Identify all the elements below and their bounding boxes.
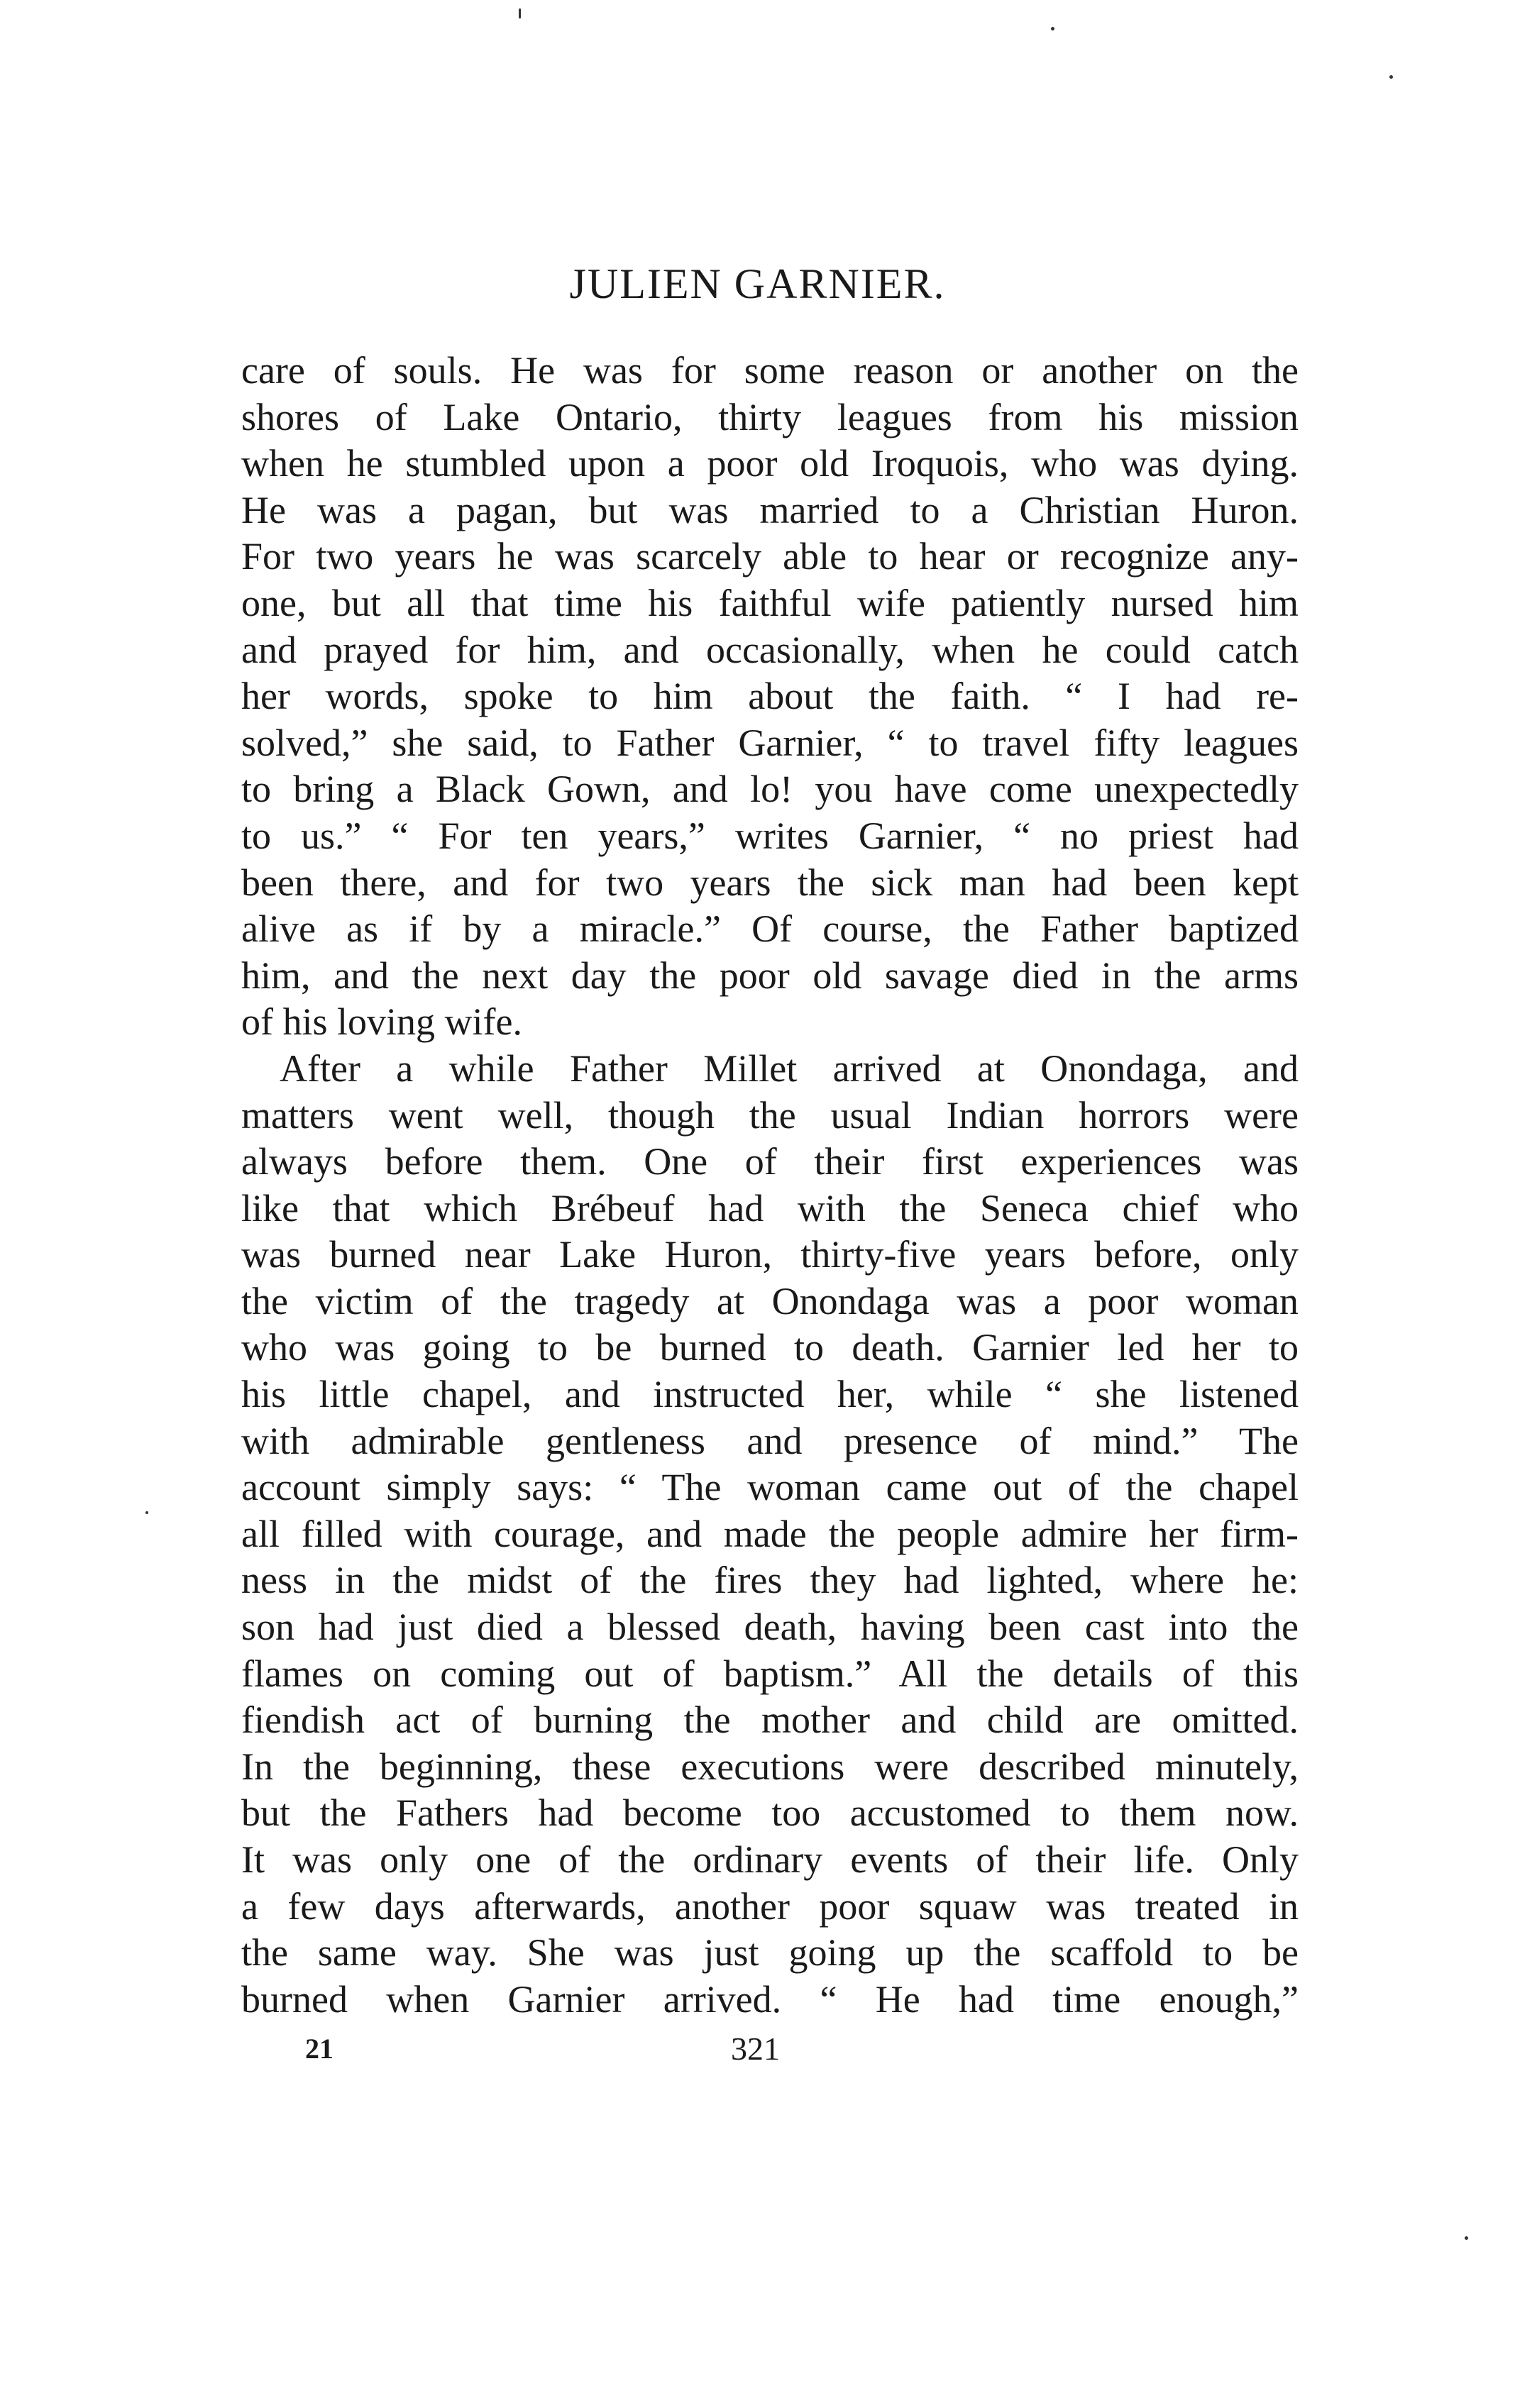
text-line: the same way. She was just going up the scaffold to be [241, 1931, 1299, 1975]
body-text [241, 348, 1299, 2023]
text-line: solved,” she said, to Father Garnier, “ to travel fifty leagues [241, 721, 1299, 764]
text-line: who was going to be burned to death. Garnier led her to [241, 1326, 1299, 1369]
text-line: After a while Father Millet arrived at Onondaga, and [280, 1046, 1299, 1090]
text-line: been there, and for two years the sick man had been kept [241, 861, 1299, 904]
text-line: burned when Garnier arrived. “ He had time enough,” [241, 1977, 1299, 2021]
text-line: In the beginning, these executions were described minutely, [241, 1745, 1299, 1788]
text-line: fiendish act of burning the mother and child are omitted. [241, 1699, 1299, 1742]
running-head: JULIEN GARNIER. [569, 260, 946, 307]
page-footer [0, 2028, 1515, 2070]
text-line: It was only one of the ordinary events of their life. Only [241, 1838, 1299, 1881]
text-line: all filled with courage, and made the people admire her firm- [241, 1512, 1299, 1555]
text-line: For two years he was scarcely able to hear or recognize any- [241, 535, 1299, 578]
scan-speck [145, 1511, 148, 1514]
text-line: one, but all that time his faithful wife patiently nursed him [241, 581, 1299, 624]
text-line: of his loving wife. [241, 1000, 522, 1044]
text-line: with admirable gentleness and presence of mind.” The [241, 1419, 1299, 1462]
scan-speck [1389, 75, 1393, 79]
text-line: to us.” “ For ten years,” writes Garnier, “ no priest had [241, 814, 1299, 857]
text-line: care of souls. He was for some reason or another on the [241, 349, 1299, 392]
text-line: his little chapel, and instructed her, while “ she listened [241, 1373, 1299, 1416]
page-number: 321 [731, 2031, 780, 2067]
scan-speck [1465, 2236, 1468, 2240]
signature-mark: 21 [305, 2033, 334, 2065]
scan-speck [519, 9, 521, 18]
text-line: always before them. One of their first experiences was [241, 1140, 1299, 1183]
text-line: her words, spoke to him about the faith. “ I had re- [241, 675, 1299, 718]
text-line: alive as if by a miracle.” Of course, the Father baptized [241, 907, 1299, 951]
text-line: but the Fathers had become too accustomed to them now. [241, 1791, 1299, 1835]
paragraph [241, 1046, 1299, 2023]
text-line: the victim of the tragedy at Onondaga was a poor woman [241, 1279, 1299, 1322]
text-line: He was a pagan, but was married to a Christian Huron. [241, 488, 1299, 531]
text-line: son had just died a blessed death, having been cast into the [241, 1606, 1299, 1649]
text-line: a few days afterwards, another poor squaw was treated in [241, 1884, 1299, 1928]
text-line: was burned near Lake Huron, thirty-five years before, only [241, 1233, 1299, 1276]
text-line: and prayed for him, and occasionally, when he could catch [241, 628, 1299, 671]
text-line: like that which Brébeuf had with the Seneca chief who [241, 1186, 1299, 1230]
text-line: him, and the next day the poor old savage died in the arms [241, 954, 1299, 997]
scan-speck [1051, 27, 1054, 31]
text-line: matters went well, though the usual Indian horrors were [241, 1093, 1299, 1137]
text-line: when he stumbled upon a poor old Iroquois, who was dying. [241, 442, 1299, 485]
text-line: account simply says: “ The woman came out of the chapel [241, 1466, 1299, 1509]
text-line: shores of Lake Ontario, thirty leagues from his mission [241, 395, 1299, 438]
text-line: to bring a Black Gown, and lo! you have come unexpectedly [241, 768, 1299, 811]
text-line: ness in the midst of the fires they had lighted, where he: [241, 1559, 1299, 1602]
text-line: flames on coming out of baptism.” All the details of this [241, 1652, 1299, 1695]
paragraph [241, 348, 1299, 1046]
